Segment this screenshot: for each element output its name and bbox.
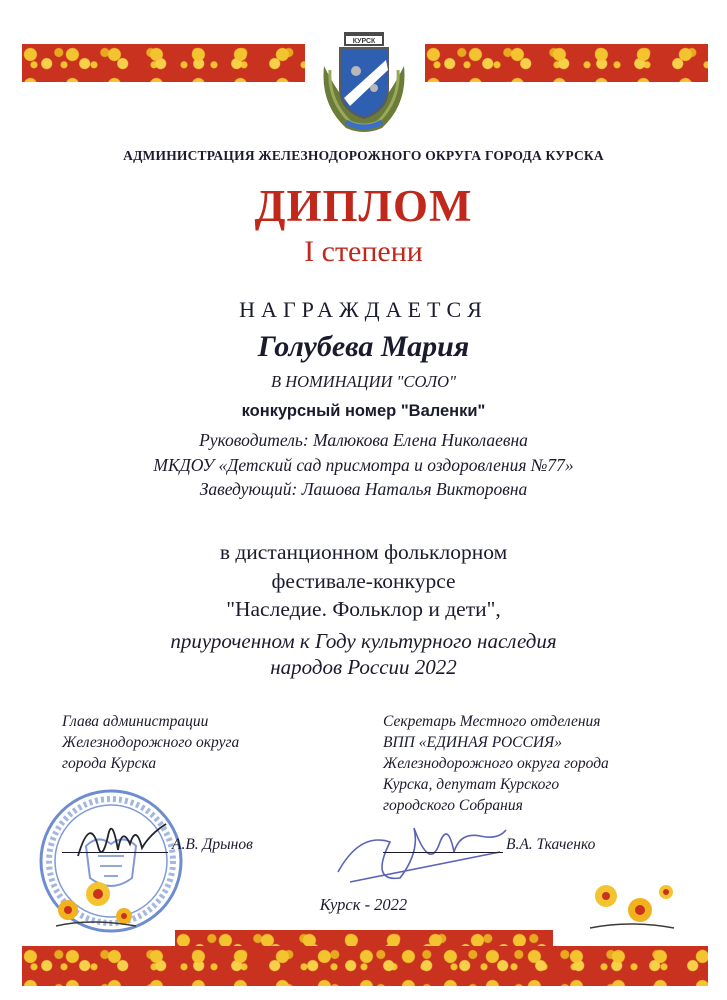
ornament-band-bottom: [22, 946, 708, 986]
competition-piece: конкурсный номер "Валенки": [241, 402, 486, 420]
event-line-4: приуроченном к Году культурного наследия: [170, 629, 557, 653]
left-role-line: города Курска: [62, 755, 157, 772]
right-signatory-name: В.А. Ткаченко: [506, 836, 596, 853]
leader-line: Руководитель: Малюкова Елена Николаевна: [199, 430, 528, 450]
right-role-line: Секретарь Местного отделения: [383, 713, 601, 730]
institution-line: МКДОУ «Детский сад присмотра и оздоровления №77»: [153, 455, 574, 475]
coat-of-arms-emblem: [316, 26, 412, 138]
left-role-line: Железнодорожного округа: [62, 734, 240, 751]
event-line-1: в дистанционном фольклорном: [219, 540, 508, 564]
ornament-band-top-right: [425, 44, 708, 82]
ornament-band-top-left: [22, 44, 305, 82]
nomination-text: В НОМИНАЦИИ "СОЛО": [270, 372, 457, 391]
emblem-ribbon-text: КУРСК: [352, 38, 376, 45]
right-role-line: Железнодорожного округа города: [383, 755, 609, 772]
left-role-line: Глава администрации: [62, 713, 209, 730]
right-role-line: городского Собрания: [383, 797, 523, 814]
awarded-label: НАГРАЖДАЕТСЯ: [239, 297, 488, 322]
issuer-heading: АДМИНИСТРАЦИЯ ЖЕЛЕЗНОДОРОЖНОГО ОКРУГА ГОРОДА КУРСКА: [123, 148, 604, 163]
left-signatory-name: А.В. Дрынов: [172, 836, 253, 853]
left-signature-line: [62, 852, 168, 853]
diploma-title: ДИПЛОМ: [254, 181, 473, 231]
right-role-line: Курска, депутат Курского: [383, 776, 560, 793]
event-line-2: фестивале-конкурсе: [271, 569, 456, 593]
recipient-name: Голубева Мария: [257, 330, 470, 363]
city-year: Курск - 2022: [319, 895, 408, 914]
event-line-3: "Наследие. Фольклор и дети",: [226, 597, 501, 621]
right-signature-line: [383, 852, 503, 853]
diploma-degree: I степени: [304, 235, 423, 268]
head-line: Заведующий: Лашова Наталья Викторовна: [199, 479, 528, 499]
left-signatory-role: [62, 711, 239, 774]
left-signature: [72, 806, 172, 866]
right-signatory-role: [383, 711, 609, 816]
event-line-5: народов России 2022: [270, 655, 457, 679]
right-role-line: ВПП «ЕДИНАЯ РОССИЯ»: [383, 734, 562, 751]
